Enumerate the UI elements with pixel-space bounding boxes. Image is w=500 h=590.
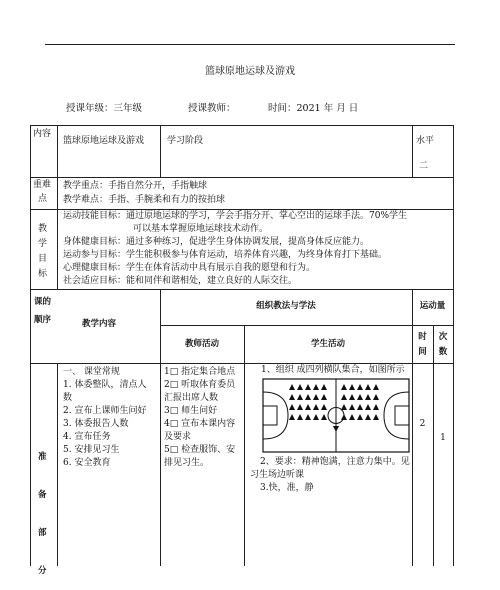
list-item: 4. 宣布任务	[63, 432, 111, 442]
section-label-char: 分	[38, 566, 47, 576]
objective-line: 运动参与目标：学生能积极参与体育运动，培养体育兴趣，为终身体育打下基础。	[63, 250, 388, 260]
list-item: 4□ 宣布本课内容	[164, 419, 236, 429]
formation-row	[289, 384, 379, 390]
top-rule	[45, 44, 455, 45]
objective-line: 心理健康目标：学生在体育活动中具有展示自我的愿望和行为。	[63, 263, 316, 273]
row-line	[30, 289, 453, 290]
time-value: 2	[419, 419, 426, 429]
right-arc	[384, 392, 409, 439]
objective-line: 可以基本掌握原地运球技术动作。	[133, 224, 269, 234]
order-header-2: 顺序	[34, 315, 52, 325]
objectives-label-char: 学	[38, 239, 48, 249]
teacher-marker	[333, 426, 339, 432]
objectives-label-char: 教	[38, 224, 48, 234]
list-item: 1□ 指定集合地点	[164, 367, 236, 377]
keypoint-label: 重难	[33, 180, 52, 190]
list-item: 2□ 听取体育委员	[164, 380, 236, 390]
list-item: 数	[63, 393, 73, 403]
student-markers	[289, 384, 379, 420]
col-line	[30, 125, 31, 566]
difficult-point: 教学难点：手指、手腕柔和有力的按拍球	[63, 195, 226, 205]
count-header: 次	[438, 332, 448, 342]
objectives-label-char: 目	[38, 254, 48, 264]
keypoint-label-2: 点	[38, 194, 48, 204]
col-line	[57, 125, 58, 289]
count-header-2: 数	[438, 347, 448, 357]
level-value: 二	[419, 161, 429, 171]
page-title: 篮球原地运球及游戏	[205, 66, 295, 77]
left-arc	[263, 392, 288, 439]
list-item: 5□ 检查服饰、安	[164, 445, 236, 455]
formation-row	[289, 414, 379, 420]
col-line	[244, 325, 245, 566]
objectives-list	[63, 210, 407, 288]
method-header: 组织教法与学法	[256, 301, 316, 311]
list-item: 习生场边听课	[250, 470, 305, 480]
stage-label: 学习阶段	[167, 136, 204, 146]
row-line	[30, 177, 453, 178]
list-item: 3.快，准，静	[260, 483, 314, 493]
col-line	[160, 289, 161, 566]
count-value: 1	[440, 433, 446, 443]
time-field: 时间：2021 年 月 日	[268, 103, 359, 114]
right-key	[395, 406, 409, 425]
objective-line: 运动技能目标：通过原地运球的学习，学会手指分开、掌心空出的运球手法。70%学生	[63, 211, 408, 221]
court-formation-diagram	[262, 378, 410, 453]
routine-list	[63, 379, 146, 470]
section-label-char: 准	[38, 452, 47, 462]
col-line	[160, 125, 161, 177]
formation-row	[289, 404, 379, 410]
list-item: 6. 安全教育	[63, 458, 111, 468]
key-point: 教学重点：手指自然分开，手指触球	[63, 181, 208, 191]
section-label-char: 备	[38, 490, 47, 500]
content-header: 教学内容	[82, 319, 117, 329]
list-item: 排见习生。	[164, 458, 210, 468]
objective-line: 社会适应目标：能和同伴和谐相处，建立良好的人际交往。	[63, 276, 298, 286]
grade-field: 授课年级：三年级	[66, 103, 143, 114]
level-label: 水平	[416, 136, 435, 146]
objective-line: 身体健康目标：通过多种练习，促进学生身体协调发展，提高身体反应能力。	[63, 237, 370, 247]
routine-title: 一、 课堂常规	[63, 367, 120, 377]
time-header-2: 间	[418, 347, 427, 357]
objectives-label-char: 标	[38, 269, 48, 279]
list-item: 3□ 师生问好	[164, 406, 218, 416]
objectives-label	[38, 222, 50, 282]
col-line	[453, 125, 454, 566]
routine-content	[63, 366, 146, 470]
formation-row	[289, 394, 379, 400]
time-header: 时	[418, 332, 427, 342]
list-item: 1. 体委整队，清点人	[63, 380, 147, 390]
order-header: 课的	[34, 297, 52, 307]
content-value: 篮球原地运球及游戏	[63, 136, 145, 146]
list-item: 2. 宣布上课师生问好	[63, 406, 147, 416]
col-line	[57, 363, 58, 566]
left-key	[263, 406, 277, 425]
list-item: 2、要求：精神饱满，注意力集中。见	[260, 457, 410, 467]
list-item: 5. 安排见习生	[63, 445, 120, 455]
col-line	[412, 125, 413, 177]
student-activity-header: 学生活动	[310, 339, 345, 349]
row-line	[160, 325, 453, 326]
teacher-activity-header: 教师活动	[184, 339, 219, 349]
col-line	[433, 325, 434, 566]
content-label: 内容	[33, 129, 52, 139]
list-item: 及要求	[164, 432, 192, 442]
student-activity-intro: 1、组织 成四列横队集合，如图所示	[261, 365, 405, 375]
teacher-activity	[164, 366, 235, 470]
teacher-field: 授课教师：	[188, 103, 236, 114]
row-line	[30, 125, 453, 126]
list-item: 汇报出席人数	[164, 393, 219, 403]
load-header: 运动量	[419, 301, 446, 311]
section-label	[38, 438, 47, 590]
list-item: 3. 体委报告人数	[63, 419, 129, 429]
section-label-char: 部	[38, 528, 47, 538]
student-requirements	[250, 456, 410, 495]
